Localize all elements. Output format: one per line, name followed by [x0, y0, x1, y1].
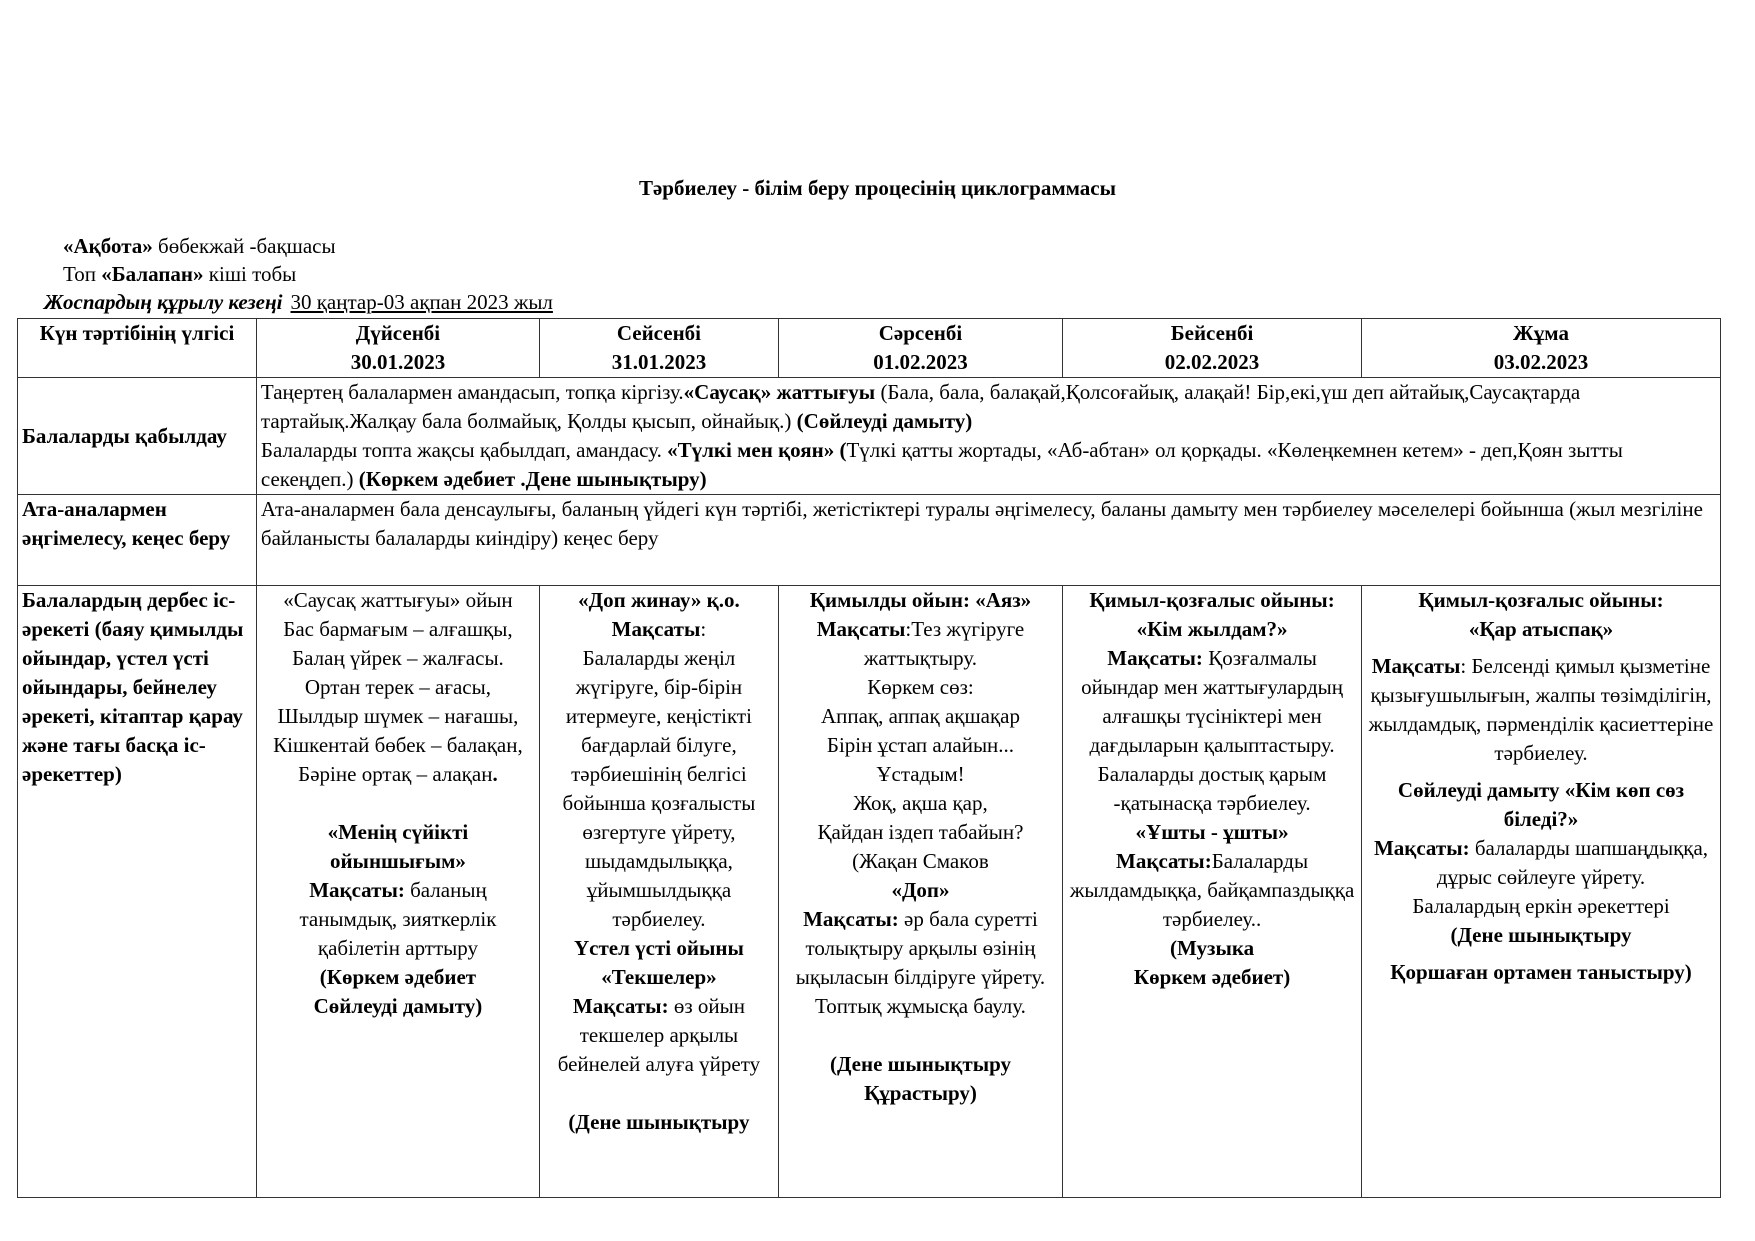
- tuesday-title: «Доп жинау» қ.о.: [578, 588, 740, 612]
- wednesday-poem-line: Аппақ, аппақ ақшақар: [820, 704, 1020, 728]
- group-name: «Балапан»: [101, 262, 204, 286]
- wednesday-subject: (Дене шынықтыру: [829, 1052, 1011, 1076]
- friday-title: Қимыл-қозғалыс ойыны:: [1418, 588, 1664, 612]
- wednesday-poem-line: Жоқ, ақша қар,: [853, 791, 988, 815]
- monday-poem-line: Бас бармағым – алғашқы,: [283, 617, 513, 641]
- friday-text: Балалардың еркін әрекеттері: [1412, 894, 1670, 918]
- kindergarten-suffix: бөбекжай -бақшасы: [152, 234, 336, 258]
- header-day-tuesday: Сейсенбі 31.01.2023: [539, 319, 778, 378]
- period-label: Жоспардың құрылу кезеңі: [44, 290, 283, 314]
- table-header-row: [18, 319, 1721, 378]
- thursday-title: Қимыл-қозғалыс ойыны:: [1089, 588, 1335, 612]
- table-row-parents: [18, 495, 1721, 586]
- monday-poem-line: Шылдыр шүмек – нағашы,: [277, 704, 519, 728]
- friday-game-title: «Қар атыспақ»: [1468, 617, 1614, 641]
- activity-wednesday: [778, 586, 1062, 1198]
- thursday-goal: Мақсаты: Қозғалмалы ойындар мен жаттығулардың алғашқы түсініктері мен дағдыларын қалыптастыру.: [1081, 646, 1344, 757]
- monday-subject: Сөйлеуді дамыту): [313, 994, 483, 1018]
- thursday-subject: (Музыка: [1169, 936, 1255, 960]
- thursday-subject: Көркем әдебиет): [1133, 965, 1291, 989]
- monday-poem-line: Балаң үйрек – жалғасы.: [292, 646, 504, 670]
- friday-speech-title: Сөйлеуді дамыту «Кім көп сөз біледі?»: [1397, 778, 1685, 831]
- header-routine: Күн тәртібінің үлгісі: [18, 319, 257, 378]
- activity-monday: [256, 586, 539, 1198]
- group-suffix: кіші тобы: [203, 262, 297, 286]
- activity-friday: [1362, 586, 1721, 1198]
- tuesday-goal-2: Мақсаты: өз ойын текшелер арқылы бейнелей алуға үйрету: [557, 994, 761, 1076]
- header-day-thursday: Бейсенбі 02.02.2023: [1063, 319, 1362, 378]
- wednesday-subject: Құрастыру): [864, 1081, 977, 1105]
- schedule-table: [17, 318, 1721, 1198]
- wednesday-poem-line: Көркем сөз:: [867, 675, 974, 699]
- tuesday-game-title: «Текшелер»: [601, 965, 717, 989]
- kindergarten-name: «Ақбота»: [63, 234, 153, 258]
- header-day-wednesday: Сәрсенбі 01.02.2023: [778, 319, 1062, 378]
- wednesday-game-title: «Доп»: [891, 878, 950, 902]
- page-title: Тәрбиелеу - білім беру процесінің циклограммасы: [638, 176, 1117, 200]
- wednesday-title: Қимылды ойын: «Аяз»: [809, 588, 1032, 612]
- friday-goal-2: Мақсаты: балаларды шапшаңдыққа, дұрыс сөйлеуге үйрету.: [1373, 836, 1709, 889]
- wednesday-poem-line: Бірін ұстап алайын...: [826, 733, 1015, 757]
- wednesday-poem-line: (Жақан Смаков: [852, 849, 989, 873]
- thursday-goal-2: Мақсаты:Балаларды жылдамдыққа, байқампаздыққа тәрбиелеу..: [1069, 849, 1355, 931]
- group-prefix: Топ: [63, 262, 102, 286]
- reception-content: [256, 378, 1720, 495]
- activity-thursday: [1063, 586, 1362, 1198]
- period-value: 30 қаңтар-03 ақпан 2023 жыл: [290, 290, 553, 314]
- friday-subject: Қоршаған ортамен таныстыру): [1390, 960, 1692, 984]
- monday-game-title: «Менің сүйікті ойыншығым»: [327, 820, 469, 873]
- group-line: [63, 260, 296, 288]
- kindergarten-line: [63, 232, 336, 260]
- header-day-friday: Жұма 03.02.2023: [1362, 319, 1721, 378]
- reception-paragraph-2: Балаларды топта жақсы қабылдап, амандасу. «Түлкі мен қоян» (Түлкі қатты жортады, «Аб-абтан» ол қорқады. «Көлеңкемнен кетем» - деп,Қоян зытты секеңдеп.) (Көркем әдебиет .Дене шынықтыру): [260, 438, 1623, 491]
- tuesday-game-type: Үстел үсті ойыны: [574, 936, 744, 960]
- monday-poem-line: Ортан терек – ағасы,: [304, 675, 491, 699]
- friday-subject: (Дене шынықтыру: [1450, 923, 1632, 947]
- thursday-game-title-2: «Ұшты - ұшты»: [1135, 820, 1289, 844]
- monday-poem-line: Бәріне ортақ – алақан.: [298, 762, 498, 786]
- row-label-parents: Ата-аналармен әңгімелесу, кеңес беру: [18, 495, 257, 586]
- row-label-activity: Балалардың дербес іс-әрекеті (баяу қимылды ойындар, үстел үсті ойындары, бейнелеу әрекеті, кітаптар қарау және тағы басқа іс-әрекеттер): [18, 586, 257, 1198]
- wednesday-poem-line: Қайдан іздеп табайын?: [817, 820, 1024, 844]
- wednesday-goal-2: Мақсаты: әр бала суретті толықтыру арқылы өзінің ықыласын білдіруге үйрету. Топтық жұмысқа баулу.: [795, 907, 1046, 1018]
- friday-goal: Мақсаты: Белсенді қимыл қызметіне қызығушылығын, жалпы төзімділігін, жылдамдық, пәрменділік қасиеттеріне тәрбиелеу.: [1368, 654, 1714, 765]
- header-day-monday: Дүйсенбі 30.01.2023: [256, 319, 539, 378]
- period-line: [44, 288, 553, 316]
- row-label-reception: Балаларды қабылдау: [18, 378, 257, 495]
- tuesday-subject: (Дене шынықтыру: [568, 1110, 750, 1134]
- monday-goal: Мақсаты: баланың танымдық, зияткерлік қабілетін арттыру: [299, 878, 497, 960]
- tuesday-goal: Мақсаты:: [611, 617, 707, 641]
- thursday-text: Балаларды достық қарым -қатынасқа тәрбиелеу.: [1097, 762, 1327, 815]
- monday-title: «Саусақ жаттығуы» ойын: [283, 588, 513, 612]
- wednesday-poem-line: Ұстадым!: [876, 762, 965, 786]
- monday-subject: (Көркем әдебиет: [319, 965, 477, 989]
- parents-content: Ата-аналармен бала денсаулығы, баланың үйдегі күн тәртібі, жетістіктері туралы әңгімелесу, баланы дамыту мен тәрбиелеу мәселелері бойынша (жыл мезгіліне байланысты балаларды киіндіру) кеңес беру: [256, 495, 1720, 586]
- reception-paragraph-1: Таңертең балалармен амандасып, топқа кіргізу.«Саусақ» жаттығуы (Бала, бала, балақай,Қолсоғайық, алақай! Бір,екі,үш деп айтайық,Саусақтарда тартайық.Жалқау бала болмайық, Қолды қысып, ойнайық.) (Сөйлеуді дамыту): [260, 380, 1581, 433]
- monday-poem-line: Кішкентай бөбек – балақан,: [273, 733, 523, 757]
- table-row-activity: [18, 586, 1721, 1198]
- tuesday-goal-text: Балаларды жеңіл жүгіруге, бір-бірін итермеуге, кеңістікті бағдарлай білуге, тәрбиешінің белгісі бойынша қозғалысты өзгертуге үйрету, шыдамдылыққа, ұйымшылдыққа тәрбиелеу.: [562, 646, 756, 931]
- wednesday-goal: Мақсаты:Тез жүгіруге жаттықтыру.: [816, 617, 1025, 670]
- table-row-reception: [18, 378, 1721, 495]
- activity-tuesday: [539, 586, 778, 1198]
- thursday-game-title: «Кім жылдам?»: [1136, 617, 1288, 641]
